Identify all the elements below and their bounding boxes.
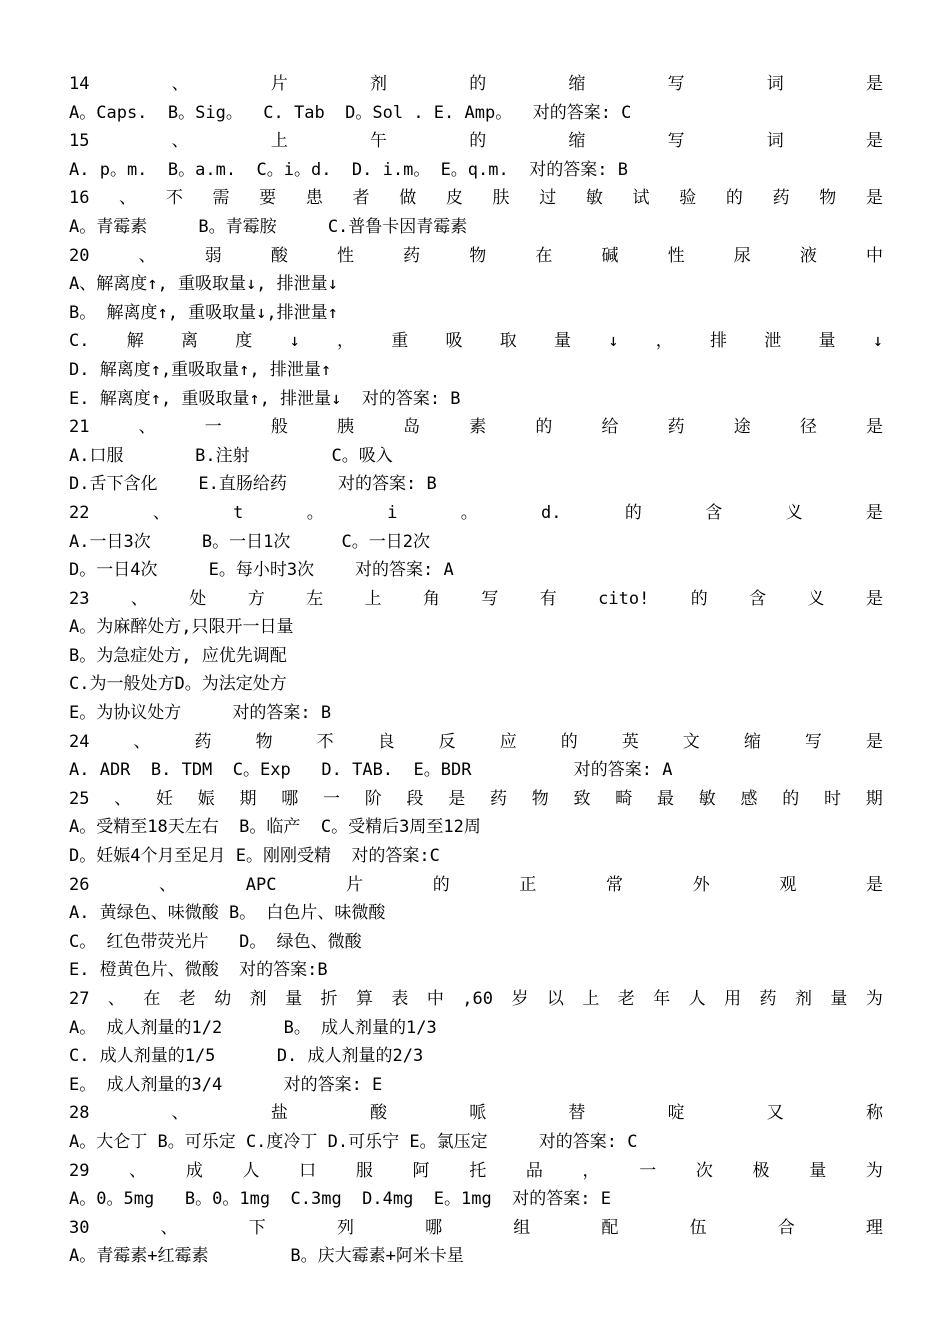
exam-document xyxy=(69,70,883,1271)
line-token: 过 xyxy=(539,188,557,209)
q23-option-cd: C.为一般处方D。为法定处方 xyxy=(69,674,287,695)
line-token: 。 xyxy=(306,502,324,523)
line-token: 素 xyxy=(469,417,487,438)
line-token: 左 xyxy=(306,588,324,609)
line-token: 下 xyxy=(248,1217,266,1238)
line-token: 期 xyxy=(239,788,257,809)
line-token: 解 xyxy=(126,331,144,352)
line-token: 、 xyxy=(119,188,137,209)
line-token: 缩 xyxy=(568,74,586,94)
line-token: 、 xyxy=(138,417,156,438)
line-token: 离 xyxy=(180,331,198,352)
line-token: 胰 xyxy=(336,417,354,438)
line-token: 义 xyxy=(785,502,803,523)
line-token: 为 xyxy=(865,1160,883,1181)
line-token: 人 xyxy=(688,989,706,1009)
line-token: 给 xyxy=(601,417,619,438)
line-token: 23 xyxy=(69,588,90,609)
line-token: 的 xyxy=(725,188,743,209)
line-token: 词 xyxy=(766,74,784,94)
line-token: 量 xyxy=(809,1160,827,1181)
line-token: 20 xyxy=(69,245,90,266)
line-token: 做 xyxy=(399,188,417,209)
line-token: 为 xyxy=(865,989,883,1009)
line-token: 理 xyxy=(865,1217,883,1238)
line-token: 般 xyxy=(270,417,288,438)
line-token: 一 xyxy=(204,417,222,438)
line-token: 22 xyxy=(69,502,90,523)
line-token: ↓ xyxy=(608,331,619,352)
line-token: 缩 xyxy=(743,731,761,752)
q30-stem xyxy=(69,1214,883,1243)
line-token: 啶 xyxy=(667,1103,685,1124)
line-token: cito! xyxy=(598,588,650,609)
line-token: 次 xyxy=(695,1160,713,1181)
line-token: 药 xyxy=(489,788,507,809)
q30-options: A。青霉素+红霉素 B。庆大霉素+阿米卡星 xyxy=(69,1246,464,1267)
line-token: 片 xyxy=(346,874,364,895)
q24-options: A. ADR B. TDM C。Exp D. TAB. E。BDR 对的答案: A xyxy=(69,760,673,781)
line-token: 的 xyxy=(469,74,487,94)
line-token: 排 xyxy=(709,331,727,352)
line-token: 25 xyxy=(69,788,90,809)
line-token: 配 xyxy=(601,1217,619,1238)
q22-stem xyxy=(69,499,883,528)
line-token: 的 xyxy=(535,417,553,438)
q20-option-d: D. 解离度↑,重吸取量↑, 排泄量↑ xyxy=(69,359,332,380)
line-token: 应 xyxy=(499,731,517,752)
line-token: 用 xyxy=(724,989,742,1009)
line-token: 剂 xyxy=(794,989,812,1009)
line-token: 托 xyxy=(469,1160,487,1181)
q23-option-a: A。为麻醉处方,只限开一日量 xyxy=(69,617,294,638)
line-token: 年 xyxy=(653,989,671,1009)
q25-options-1: A。受精至18天左右 B。临产 C。受精后3周至12周 xyxy=(69,817,481,838)
q21-options-2: D.舌下含化 E.直肠给药 对的答案: B xyxy=(69,474,437,495)
line-token: 写 xyxy=(481,588,499,609)
line-token: ， xyxy=(582,1160,600,1181)
line-token: 、 xyxy=(130,588,148,609)
line-token: 含 xyxy=(749,588,767,609)
q29-options: A。0。5mg B。0。1mg C.3mg D.4mg E。1mg 对的答案: E xyxy=(69,1189,611,1210)
line-token: 是 xyxy=(865,874,883,895)
q26-options-3: E. 橙黄色片、微酸 对的答案:B xyxy=(69,960,328,981)
line-token: 21 xyxy=(69,417,90,438)
line-token: 午 xyxy=(370,131,388,152)
line-token: 不 xyxy=(316,731,334,752)
line-token: 液 xyxy=(799,245,817,266)
line-token: 剂 xyxy=(249,989,267,1009)
line-token: 不 xyxy=(165,188,183,209)
q20-option-a: A、解离度↑, 重吸取量↓, 排泄量↓ xyxy=(69,274,338,295)
line-token: 常 xyxy=(606,874,624,895)
line-token: 的 xyxy=(690,588,708,609)
line-token: 盐 xyxy=(270,1103,288,1124)
q15-options: A. p。m. B。a.m. C。i。d. D. i.m。 E。q.m. 对的答案: B xyxy=(69,159,628,180)
line-token: 药 xyxy=(403,245,421,266)
line-token: 外 xyxy=(692,874,710,895)
line-token: 方 xyxy=(247,588,265,609)
q25-stem xyxy=(69,785,883,814)
q21-options-1: A.口服 B.注射 C。吸入 xyxy=(69,445,393,466)
q28-stem xyxy=(69,1099,883,1128)
line-token: 英 xyxy=(621,731,639,752)
line-token: ， xyxy=(336,331,354,352)
line-token: 上 xyxy=(364,588,382,609)
q20-option-c xyxy=(69,327,883,356)
q21-stem xyxy=(69,413,883,442)
line-token: C. xyxy=(69,331,90,352)
line-token: d. xyxy=(541,502,562,523)
line-token: 度 xyxy=(235,331,253,352)
q23-stem xyxy=(69,585,883,614)
line-token: t xyxy=(233,502,244,523)
line-token: 29 xyxy=(69,1160,90,1181)
line-token: 量 xyxy=(830,989,848,1009)
line-token: 是 xyxy=(865,731,883,752)
line-token: 的 xyxy=(469,131,487,152)
line-token: 途 xyxy=(733,417,751,438)
line-token: 上 xyxy=(582,989,600,1009)
q20-stem xyxy=(69,242,883,271)
line-token: i xyxy=(387,502,398,523)
line-token: 肤 xyxy=(492,188,510,209)
q22-options-2: D。一日4次 E。每小时3次 对的答案: A xyxy=(69,560,454,581)
line-token: 28 xyxy=(69,1103,90,1124)
q27-options-3: E。 成人剂量的3/4 对的答案: E xyxy=(69,1074,383,1095)
line-token: 性 xyxy=(667,245,685,266)
line-token: 阿 xyxy=(412,1160,430,1181)
line-token: 泄 xyxy=(764,331,782,352)
line-token: 一 xyxy=(322,788,340,809)
line-token: 合 xyxy=(777,1217,795,1238)
line-token: 是 xyxy=(865,502,883,523)
line-token: 中 xyxy=(865,245,883,266)
line-token: 、 xyxy=(171,1103,189,1124)
q28-options: A。大仑丁 B。可乐定 C.度冷丁 D.可乐宁 E。氯压定 对的答案: C xyxy=(69,1131,638,1152)
line-token: 物 xyxy=(469,245,487,266)
line-token: 、 xyxy=(171,74,189,94)
line-token: 取 xyxy=(499,331,517,352)
line-token: 正 xyxy=(519,874,537,895)
line-token: 中 xyxy=(426,989,444,1009)
line-token: 片 xyxy=(270,74,288,94)
line-token: 畸 xyxy=(615,788,633,809)
line-token: 娠 xyxy=(197,788,215,809)
q23-option-e: E。为协议处方 对的答案: B xyxy=(69,703,332,724)
line-token: APC xyxy=(245,874,277,895)
q14-stem xyxy=(69,70,883,99)
line-token: 处 xyxy=(189,588,207,609)
line-token: 尿 xyxy=(733,245,751,266)
line-token: ↓ xyxy=(872,331,883,352)
line-token: 24 xyxy=(69,731,90,752)
line-token: 验 xyxy=(679,188,697,209)
line-token: 幼 xyxy=(214,989,232,1009)
line-token: 文 xyxy=(682,731,700,752)
line-token: 、 xyxy=(129,1160,147,1181)
line-token: 物 xyxy=(819,188,837,209)
line-token: 。 xyxy=(460,502,478,523)
line-token: 要 xyxy=(259,188,277,209)
line-token: 感 xyxy=(740,788,758,809)
line-token: 26 xyxy=(69,874,90,895)
line-token: 成 xyxy=(185,1160,203,1181)
line-token: 16 xyxy=(69,188,90,209)
line-token: 皮 xyxy=(445,188,463,209)
q25-options-2: D。妊娠4个月至足月 E。刚刚受精 对的答案:C xyxy=(69,846,440,867)
line-token: 一 xyxy=(639,1160,657,1181)
line-token: 妊 xyxy=(155,788,173,809)
line-token: 最 xyxy=(656,788,674,809)
line-token: ↓ xyxy=(289,331,300,352)
line-token: 、 xyxy=(152,502,170,523)
line-token: 阶 xyxy=(364,788,382,809)
q27-options-2: C. 成人剂量的1/5 D. 成人剂量的2/3 xyxy=(69,1046,424,1067)
line-token: 哪 xyxy=(281,788,299,809)
line-token: 、 xyxy=(159,874,177,895)
q15-stem xyxy=(69,127,883,156)
line-token: 弱 xyxy=(204,245,222,266)
line-token: 品 xyxy=(525,1160,543,1181)
line-token: 岁 xyxy=(511,989,529,1009)
line-token: 径 xyxy=(799,417,817,438)
line-token: 27 xyxy=(69,989,90,1009)
line-token: 口 xyxy=(299,1160,317,1181)
line-token: 碱 xyxy=(601,245,619,266)
q20-option-e: E. 解离度↑, 重吸取量↑, 排泄量↓ 对的答案: B xyxy=(69,388,461,409)
line-token: 哪 xyxy=(425,1217,443,1238)
line-token: 者 xyxy=(352,188,370,209)
line-token: 写 xyxy=(804,731,822,752)
line-token: 致 xyxy=(573,788,591,809)
q27-stem xyxy=(69,985,883,1014)
line-token: 是 xyxy=(448,788,466,809)
line-token: 是 xyxy=(865,588,883,609)
line-token: 段 xyxy=(406,788,424,809)
line-token: 患 xyxy=(305,188,323,209)
line-token: 性 xyxy=(336,245,354,266)
line-token: 在 xyxy=(535,245,553,266)
line-token: 量 xyxy=(818,331,836,352)
line-token: 、 xyxy=(133,731,151,752)
line-token: 以 xyxy=(546,989,564,1009)
line-token: 是 xyxy=(865,131,883,152)
line-token: 吸 xyxy=(445,331,463,352)
line-token: 敏 xyxy=(585,188,603,209)
line-token: 缩 xyxy=(568,131,586,152)
line-token: 、 xyxy=(138,245,156,266)
line-token: 药 xyxy=(772,188,790,209)
line-token: 有 xyxy=(539,588,557,609)
line-token: 良 xyxy=(377,731,395,752)
line-token: ,60 xyxy=(462,989,494,1009)
q26-options-2: C。 红色带荧光片 D。 绿色、微酸 xyxy=(69,931,362,952)
line-token: 观 xyxy=(779,874,797,895)
line-token: 、 xyxy=(171,131,189,152)
line-token: 是 xyxy=(865,188,883,209)
line-token: 人 xyxy=(242,1160,260,1181)
line-token: 哌 xyxy=(469,1103,487,1124)
line-token: 量 xyxy=(553,331,571,352)
line-token: 算 xyxy=(355,989,373,1009)
line-token: 含 xyxy=(705,502,723,523)
line-token: 是 xyxy=(865,417,883,438)
q16-options: A。青霉素 B。青霉胺 C.普鲁卡因青霉素 xyxy=(69,216,468,237)
line-token: 的 xyxy=(432,874,450,895)
line-token: 表 xyxy=(391,989,409,1009)
line-token: 反 xyxy=(438,731,456,752)
q23-option-b: B。为急症处方, 应优先调配 xyxy=(69,645,287,666)
line-token: 药 xyxy=(759,989,777,1009)
line-token: ， xyxy=(655,331,673,352)
q26-stem xyxy=(69,871,883,900)
line-token: 敏 xyxy=(698,788,716,809)
q27-options-1: A。 成人剂量的1/2 B。 成人剂量的1/3 xyxy=(69,1017,437,1038)
line-token: 、 xyxy=(114,788,132,809)
q26-options-1: A. 黄绿色、味微酸 B。 白色片、味微酸 xyxy=(69,903,386,924)
line-token: 15 xyxy=(69,131,90,152)
line-token: 老 xyxy=(178,989,196,1009)
line-token: 重 xyxy=(391,331,409,352)
line-token: 角 xyxy=(422,588,440,609)
q22-options-1: A.一日3次 B。一日1次 C。一日2次 xyxy=(69,531,430,552)
line-token: 量 xyxy=(285,989,303,1009)
line-token: 14 xyxy=(69,74,90,94)
q29-stem xyxy=(69,1157,883,1186)
line-token: 列 xyxy=(336,1217,354,1238)
line-token: 上 xyxy=(270,131,288,152)
line-token: 词 xyxy=(766,131,784,152)
line-token: 组 xyxy=(513,1217,531,1238)
line-token: 极 xyxy=(752,1160,770,1181)
line-token: 、 xyxy=(160,1217,178,1238)
q16-stem xyxy=(69,184,883,213)
line-token: 是 xyxy=(865,74,883,94)
line-token: 、 xyxy=(107,989,125,1009)
line-token: 酸 xyxy=(370,1103,388,1124)
line-token: 药 xyxy=(194,731,212,752)
line-token: 替 xyxy=(568,1103,586,1124)
line-token: 折 xyxy=(320,989,338,1009)
line-token: 写 xyxy=(667,131,685,152)
line-token: 伍 xyxy=(689,1217,707,1238)
line-token: 期 xyxy=(865,788,883,809)
line-token: 服 xyxy=(355,1160,373,1181)
line-token: 物 xyxy=(531,788,549,809)
line-token: 物 xyxy=(255,731,273,752)
line-token: 岛 xyxy=(403,417,421,438)
q20-option-b: B。 解离度↑, 重吸取量↓,排泄量↑ xyxy=(69,302,338,323)
line-token: 30 xyxy=(69,1217,90,1238)
q14-options: A。Caps. B。Sig。 C. Tab D。Sol . E. Amp。 对的答案: C xyxy=(69,102,632,123)
line-token: 称 xyxy=(865,1103,883,1124)
line-token: 试 xyxy=(632,188,650,209)
line-token: 剂 xyxy=(370,74,388,94)
line-token: 义 xyxy=(807,588,825,609)
line-token: 的 xyxy=(624,502,642,523)
line-token: 写 xyxy=(667,74,685,94)
line-token: 在 xyxy=(143,989,161,1009)
line-token: 酸 xyxy=(270,245,288,266)
line-token: 需 xyxy=(212,188,230,209)
line-token: 药 xyxy=(667,417,685,438)
line-token: 时 xyxy=(823,788,841,809)
line-token: 的 xyxy=(560,731,578,752)
line-token: 老 xyxy=(617,989,635,1009)
line-token: 的 xyxy=(782,788,800,809)
q24-stem xyxy=(69,728,883,757)
line-token: 又 xyxy=(766,1103,784,1124)
